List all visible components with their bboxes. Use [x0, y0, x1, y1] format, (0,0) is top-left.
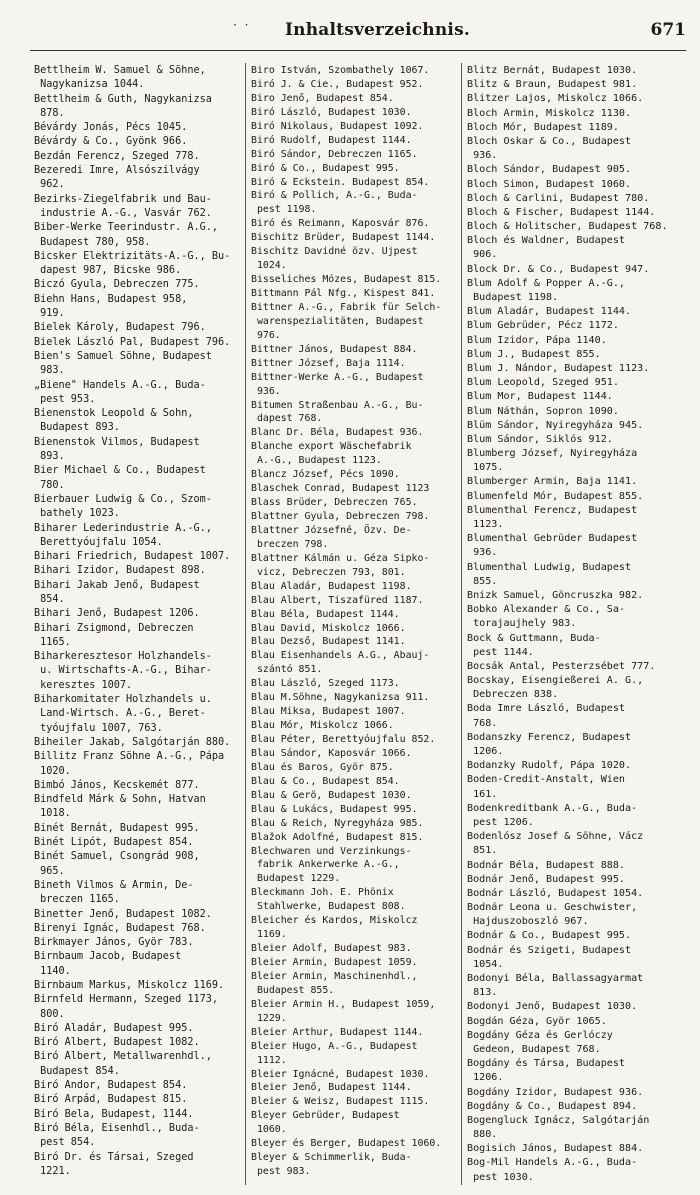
index-entry: Biharer Lederindustrie A.-G., Berettyóujfalu 1054.	[34, 522, 212, 548]
index-entry: Blumenfeld Mór, Budapest 855.	[467, 490, 644, 502]
index-entry: Binét Lipót, Budapest 854.	[34, 837, 194, 849]
index-entry: Bitumen Straßenbau A.-G., Bu- dapest 768.	[251, 399, 424, 425]
index-entry: Blau & Lukács, Budapest 995.	[251, 803, 418, 815]
index-entry: Bodanzky Rudolf, Pápa 1020.	[467, 760, 632, 772]
index-entry: Bogisich János, Budapest 884.	[467, 1143, 644, 1155]
index-entry: Bodnár Leona u. Geschwister, Hajduszoboszló 967.	[467, 902, 638, 928]
index-entry: Biró & Co., Budapest 995.	[251, 162, 400, 174]
index-entry: Blass Brüder, Debreczen 765.	[251, 497, 418, 509]
index-entry: Bodenlósz Josef & Söhne, Vácz 851.	[467, 831, 644, 857]
index-entry: Biró Albert, Budapest 1082.	[34, 1037, 200, 1049]
index-entry: Blau Sándor, Kaposvár 1066.	[251, 747, 412, 759]
index-entry: Biharkeresztesor Holzhandels- u. Wirtschafts-A.-G., Bihar- keresztes 1007.	[34, 651, 212, 691]
index-entry: Biró & Eckstein. Budapest 854.	[251, 176, 430, 188]
header-mark: · ·	[233, 18, 251, 32]
index-entry: Bogdány & Co., Budapest 894.	[467, 1100, 638, 1112]
index-entry: Blitz & Braun, Budapest 981.	[467, 79, 638, 91]
index-entry: Blitzer Lajos, Miskolcz 1066.	[467, 93, 644, 105]
index-entry: Bleier Armin H., Budapest 1059, 1229.	[251, 998, 436, 1024]
index-entry: Bier Michael & Co., Budapest 780.	[34, 465, 206, 491]
index-entry: Bimbó János, Kecskemét 877.	[34, 779, 200, 791]
index-entry: Blancz József, Pécs 1090.	[251, 469, 400, 481]
index-entry: Bisseliches Mózes, Budapest 815.	[251, 274, 442, 286]
index-entry: Blattner Kálmán u. Géza Sipko- vicz, Debreczen 793, 801.	[251, 552, 430, 578]
index-entry: Blumberger Armin, Baja 1141.	[467, 476, 638, 488]
index-entry: Bock & Guttmann, Buda- pest 1144.	[467, 632, 601, 658]
page-header	[0, 14, 700, 44]
header-rule	[30, 50, 686, 51]
index-entry: Binét Samuel, Csongrád 908, 965.	[34, 851, 200, 877]
index-entry: Bienenstok Leopold & Sohn, Budapest 893.	[34, 408, 194, 434]
index-entry: Biró Béla, Eisenhdl., Buda- pest 854.	[34, 1122, 200, 1149]
index-entry: Biró & Pollich, A.-G., Buda- pest 1198.	[251, 190, 418, 216]
index-entry: Bleyer és Berger, Budapest 1060.	[251, 1138, 442, 1150]
index-entry: Bihari Zsigmond, Debreczen 1165.	[34, 622, 194, 648]
index-entry: Blau & Gerö, Budapest 1030.	[251, 789, 412, 801]
index-entry: Bleier Armin, Budapest 1059.	[251, 957, 418, 968]
index-entry: Blanche export Wäschefabrik A.-G., Budapest 1123.	[251, 441, 412, 467]
index-column-3	[467, 64, 682, 1186]
index-entry: Bleier Ignácné, Budapest 1030.	[251, 1068, 430, 1080]
page-title: Inhaltsverzeichnis.	[285, 20, 470, 40]
index-entry: Bezirks-Ziegelfabrik und Bau- industrie A.-G., Vasvár 762.	[34, 193, 212, 219]
index-entry: Bezeredi Imre, Alsószilvágy 962.	[34, 165, 200, 191]
index-entry: Bleier Hugo, A.-G., Budapest 1112.	[251, 1040, 418, 1066]
index-entry: Biehn Hans, Budapest 958, 919.	[34, 293, 188, 320]
index-entry: Bodnár és Szigeti, Budapest 1054.	[467, 944, 632, 970]
index-entry: Biró Nikolaus, Budapest 1092.	[251, 120, 424, 132]
index-entry: Biró Albert, Metallwarenhdl., Budapest 854.	[34, 1051, 212, 1077]
index-entry: Bittmann Pál Nfg., Kispest 841.	[251, 288, 436, 299]
index-entry: Blau David, Miskolcz 1066.	[251, 622, 406, 634]
index-entry: Bloch Mór, Budapest 1189.	[467, 121, 619, 133]
index-entry: Bleier Jenő, Budapest 1144.	[251, 1082, 412, 1094]
index-entry: Bleier & Weisz, Budapest 1115.	[251, 1096, 430, 1108]
index-entry: Bittner János, Budapest 884.	[251, 343, 418, 355]
index-entry: Biber-Werke Teerindustr. A.G., Budapest 780, 958.	[34, 222, 219, 248]
index-entry: Birnbaum Jacob, Budapest 1140.	[34, 951, 182, 977]
index-entry: Binét Bernát, Budapest 995.	[34, 822, 200, 834]
index-entry: Bodanszky Ferencz, Budapest 1206.	[467, 731, 632, 757]
index-entry: Bicsker Elektrizitäts-A.-G., Bu- dapest 987, Bicske 986.	[34, 250, 231, 277]
index-entry: Bleyer & Schimmerlik, Buda- pest 983.	[251, 1152, 412, 1178]
index-entry: Birnbaum Markus, Miskolcz 1169.	[34, 980, 225, 991]
index-entry: Biró Bela, Budapest, 1144.	[34, 1108, 194, 1120]
index-entry: Bettlheim W. Samuel & Söhne, Nagykanizsa 1044.	[34, 65, 206, 91]
index-entry: Bloch Sándor, Budapest 905.	[467, 164, 632, 176]
index-entry: Blau Dezső, Budapest 1141.	[251, 636, 406, 648]
index-entry: Biró Arpád, Budapest 815.	[34, 1094, 188, 1106]
index-entry: Billitz Franz Söhne A.-G., Pápa 1020.	[34, 751, 225, 777]
index-entry: Binetter Jenő, Budapest 1082.	[34, 908, 212, 920]
index-entry: Bleicher és Kardos, Miskolcz 1169.	[251, 915, 418, 941]
index-entry: Blau Aladár, Budapest 1198.	[251, 580, 412, 592]
index-entry: Blumenthal Ludwig, Budapest 855.	[467, 561, 632, 587]
index-entry: Bogengluck Ignácz, Salgótarján 880.	[467, 1114, 650, 1141]
index-entry: Blau Péter, Berettyóujfalu 852.	[251, 734, 436, 745]
index-entry: Block Dr. & Co., Budapest 947.	[467, 263, 650, 275]
index-entry: Blum Mor, Budapest 1144.	[467, 391, 613, 403]
index-entry: Bodnár Jenő, Budapest 995.	[467, 873, 626, 885]
index-entry: Bogdán Géza, Györ 1065.	[467, 1015, 607, 1027]
index-entry: Birkmayer János, Györ 783.	[34, 937, 194, 949]
index-entry: Bévárdy & Co., Gyönk 966.	[34, 136, 188, 148]
index-entry: Bierbauer Ludwig & Co., Szom- bathely 1023.	[34, 493, 212, 520]
page-number: 671	[650, 20, 686, 40]
index-entry: Blum Sándor, Siklós 912.	[467, 433, 613, 445]
index-entry: Bodenkreditbank A.-G., Buda- pest 1206.	[467, 802, 638, 828]
index-entry: Blau & Reich, Nyregyháza 985.	[251, 817, 424, 829]
index-entry: Bocsák Antal, Pesterzsébet 777.	[467, 660, 656, 672]
index-entry: Blau Béla, Budapest 1144.	[251, 608, 400, 620]
index-entry: Bloch Oskar & Co., Budapest 936.	[467, 135, 632, 162]
index-entry: „Biene" Handels A.-G., Buda- pest 953.	[34, 379, 206, 405]
index-entry: Bielek László Pal, Budapest 796.	[34, 336, 231, 348]
index-entry: Biró Dr. és Társai, Szeged 1221.	[34, 1151, 194, 1177]
index-entry: Biheiler Jakab, Salgótarján 880.	[34, 736, 231, 748]
index-entry: Bineth Vilmos & Armin, De- breczen 1165.	[34, 879, 194, 906]
index-entry: Bodnár Béla, Budapest 888.	[467, 859, 626, 871]
index-entry: Blau Eisenhandels A.G., Abauj- szántó 851.	[251, 650, 430, 676]
index-entry: Blau és Baros, Györ 875.	[251, 761, 394, 773]
index-entry: Bloch és Waldner, Budapest 906.	[467, 235, 626, 261]
index-entry: Bloch & Holitscher, Budapest 768.	[467, 221, 668, 233]
index-entry: Blum Aladár, Budapest 1144.	[467, 306, 632, 318]
index-entry: Boda Imre László, Budapest 768.	[467, 703, 626, 729]
index-entry: Biró Aladár, Budapest 995.	[34, 1022, 194, 1034]
index-entry: Biczó Gyula, Debreczen 775.	[34, 279, 200, 291]
index-entry: Bloch Armin, Miskolcz 1130.	[467, 107, 632, 119]
index-entry: Biró és Reimann, Kaposvár 876.	[251, 218, 430, 230]
index-entry: Blau & Co., Budapest 854.	[251, 775, 400, 787]
index-entry: Birenyi Ignác, Budapest 768.	[34, 922, 206, 934]
index-entry: Bleier Armin, Maschinenhdl., Budapest 855.	[251, 970, 418, 996]
index-entry: Bettlheim & Guth, Nagykanizsa 878.	[34, 93, 212, 119]
index-entry: Blum Izidor, Pápa 1140.	[467, 334, 607, 346]
index-entry: Bischitz Davidné özv. Ujpest 1024.	[251, 246, 418, 272]
index-entry: Blumberg József, Nyiregyháza 1075.	[467, 448, 638, 474]
index-entry: Bloch & Carlini, Budapest 780.	[467, 192, 650, 204]
index-entry: Blaschek Conrad, Budapest 1123	[251, 483, 430, 495]
index-entry: Bielek Károly, Budapest 796.	[34, 322, 206, 334]
index-entry: Blau Mór, Miskolcz 1066.	[251, 720, 394, 732]
index-entry: Bobko Alexander & Co., Sa- torajaujhely 983.	[467, 604, 626, 630]
index-entry: Bodnár & Co., Budapest 995.	[467, 930, 632, 942]
index-entry: Blum Leopold, Szeged 951.	[467, 377, 619, 389]
index-entry: Bihari Izidor, Budapest 898.	[34, 565, 206, 577]
index-entry: Bogdány és Társa, Budapest 1206.	[467, 1058, 626, 1084]
index-entry: Blau Miksa, Budapest 1007.	[251, 706, 406, 718]
index-entry: Bodonyi Jenő, Budapest 1030.	[467, 1001, 638, 1013]
index-entry: Bleier Arthur, Budapest 1144.	[251, 1026, 424, 1038]
index-entry: Bienenstok Vilmos, Budapest 893.	[34, 436, 200, 463]
index-entry: Bévárdy Jonás, Pécs 1045.	[34, 122, 188, 134]
index-entry: Biro Jenő, Budapest 854.	[251, 92, 394, 104]
index-entry: Blum Náthán, Sopron 1090.	[467, 405, 619, 417]
index-entry: Bittner-Werke A.-G., Budapest 936.	[251, 371, 424, 397]
index-entry: Bog-Mil Handels A.-G., Buda- pest 1030.	[467, 1157, 638, 1183]
index-entry: Bodonyi Béla, Ballassagyarmat 813.	[467, 973, 644, 999]
index-entry: Bittner József, Baja 1114.	[251, 357, 406, 369]
index-entry: Bihari Jenő, Budapest 1206.	[34, 608, 200, 620]
index-entry: Blau M.Söhne, Nagykanizsa 911.	[251, 692, 430, 704]
index-entry: Boden-Credit-Anstalt, Wien 161.	[467, 774, 626, 800]
index-entry: Bezdán Ferencz, Szeged 778.	[34, 150, 200, 162]
index-entry: Birnfeld Hermann, Szeged 1173, 800.	[34, 994, 219, 1020]
index-entry: Blažok Adolfné, Budapest 815.	[251, 831, 424, 843]
index-entry: Bodnár László, Budapest 1054.	[467, 887, 644, 899]
index-entry: Bleier Adolf, Budapest 983.	[251, 943, 412, 955]
index-entry: Biró J. & Cie., Budapest 952.	[251, 78, 424, 90]
index-entry: Bogdány Géza és Gerlóczy Gedeon, Budapest 768.	[467, 1029, 613, 1055]
index-entry: Blattner Józsefné, Özv. De- breczen 798.	[251, 524, 412, 550]
index-entry: Blanc Dr. Béla, Budapest 936.	[251, 427, 424, 439]
index-entry: Biró László, Budapest 1030.	[251, 106, 412, 118]
index-entry: Biro István, Szombathely 1067.	[251, 65, 430, 76]
index-entry: Bindfeld Márk & Sohn, Hatvan 1018.	[34, 794, 206, 820]
index-entry: Blum Gebrüder, Pécz 1172.	[467, 320, 619, 332]
index-entry: Bnizk Samuel, Göncruszka 982.	[467, 589, 644, 601]
index-entry: Blüm Sándor, Nyiregyháza 945.	[467, 419, 644, 431]
index-entry: Bien's Samuel Söhne, Budapest 983.	[34, 350, 212, 377]
index-entry: Biró Rudolf, Budapest 1144.	[251, 134, 412, 146]
index-entry: Blitz Bernát, Budapest 1030.	[467, 65, 638, 76]
index-entry: Bittner A.-G., Fabrik für Selch- warenspezialitäten, Budapest 976.	[251, 301, 442, 341]
index-entry: Blum J., Budapest 855.	[467, 348, 601, 360]
index-entry: Biró Andor, Budapest 854.	[34, 1080, 188, 1092]
index-entry: Blum Adolf & Popper A.-G., Budapest 1198.	[467, 277, 626, 303]
index-entry: Blum J. Nándor, Budapest 1123.	[467, 362, 650, 374]
index-entry: Blumenthal Gebrüder Budapest 936.	[467, 533, 638, 559]
index-entry: Bleckmann Joh. E. Phönix Stahlwerke, Budapest 808.	[251, 887, 406, 913]
index-entry: Bihari Friedrich, Budapest 1007.	[34, 551, 231, 563]
index-entry: Bloch Simon, Budapest 1060.	[467, 178, 632, 190]
index-entry: Blau Albert, Tiszafüred 1187.	[251, 594, 424, 606]
index-entry: Bloch & Fischer, Budapest 1144.	[467, 206, 656, 218]
index-entry: Blattner Gyula, Debreczen 798.	[251, 511, 430, 522]
index-entry: Bocskay, Eisengießerei A. G., Debreczen 838.	[467, 675, 644, 701]
index-entry: Bogdány Izidor, Budapest 936.	[467, 1086, 644, 1098]
index-column-1	[34, 64, 249, 1186]
index-entry: Blumenthal Ferencz, Budapest 1123.	[467, 504, 638, 530]
index-entry: Bleyer Gebrüder, Budapest 1060.	[251, 1110, 400, 1136]
index-entry: Blechwaren und Verzinkungs- fabrik Ankerwerke A.-G., Budapest 1229.	[251, 845, 412, 885]
index-column-2	[251, 64, 466, 1186]
index-entry: Biró Sándor, Debreczen 1165.	[251, 148, 418, 160]
index-entry: Biharkomitater Holzhandels u. Land-Wirtsch. A.-G., Beret- tyóujfalu 1007, 763.	[34, 694, 212, 734]
index-entry: Bihari Jakab Jenő, Budapest 854.	[34, 579, 200, 605]
index-entry: Blau László, Szeged 1173.	[251, 678, 400, 690]
index-entry: Bischitz Brüder, Budapest 1144.	[251, 232, 436, 244]
